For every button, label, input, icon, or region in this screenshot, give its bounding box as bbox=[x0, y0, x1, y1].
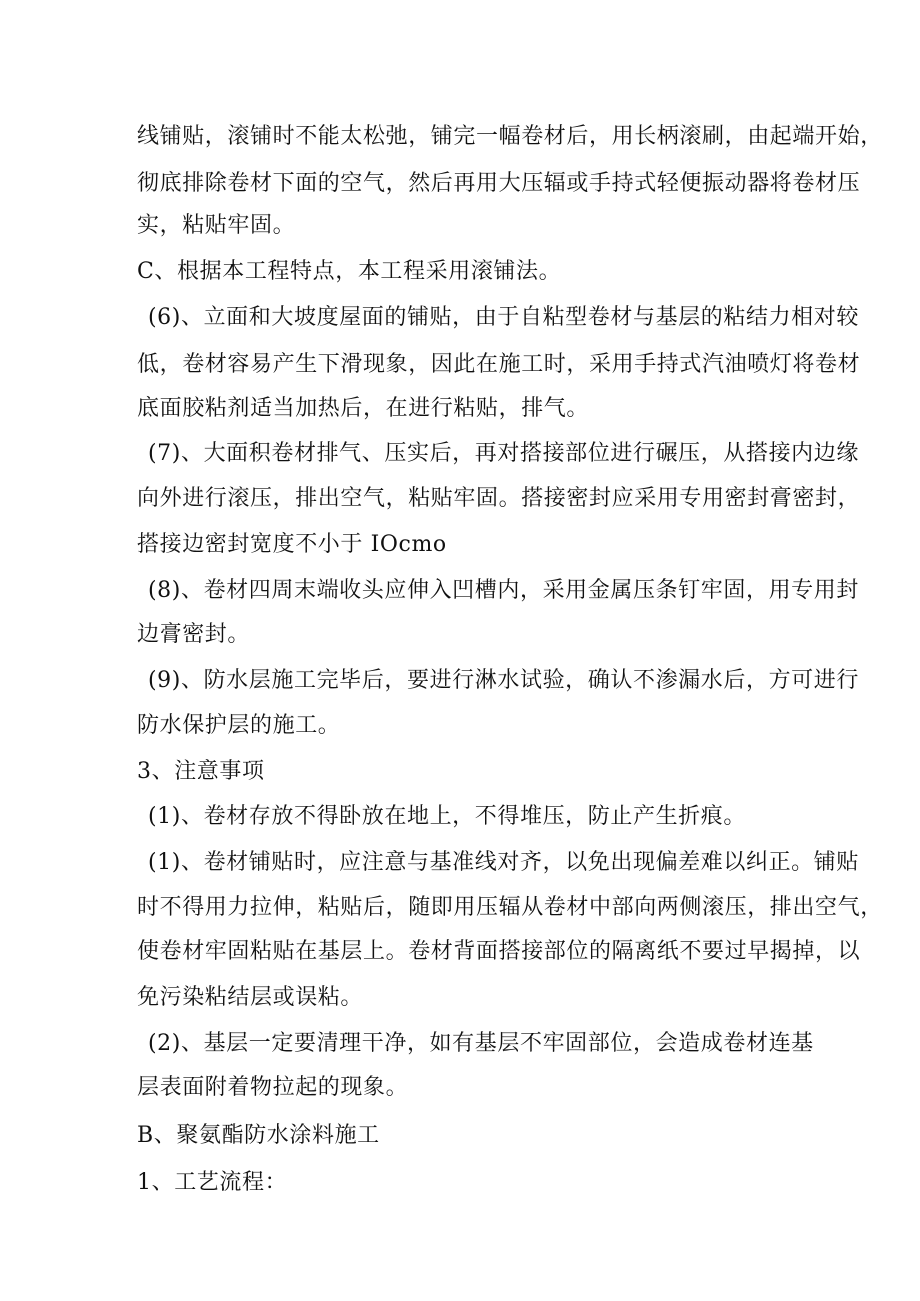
section-heading: B、聚氨酯防水涂料施工 bbox=[137, 1123, 380, 1148]
paragraph-line: 实，粘贴牢固。 bbox=[137, 213, 296, 238]
paragraph-line: (2)、基层一定要清理干净，如有基层不牢固部位，会造成卷材连基 bbox=[148, 1031, 814, 1056]
paragraph-line: 彻底排除卷材下面的空气，然后再用大压辐或手持式轻便振动器将卷材压 bbox=[137, 171, 861, 196]
paragraph-line: 边膏密封。 bbox=[137, 622, 251, 647]
paragraph-line: 线铺贴，滚铺时不能太松弛，铺完一幅卷材后，用长柄滚刷，由起端开始， bbox=[137, 124, 883, 149]
paragraph-line: (8)、卷材四周末端收头应伸入凹槽内，采用金属压条钉牢固，用专用封 bbox=[148, 578, 859, 603]
section-heading: 1、工艺流程： bbox=[137, 1170, 288, 1195]
paragraph-line: (1)、卷材存放不得卧放在地上，不得堆压，防止产生折痕。 bbox=[148, 804, 746, 829]
paragraph-line: 免污染粘结层或误粘。 bbox=[137, 985, 364, 1010]
paragraph-line: (9)、防水层施工完毕后，要进行淋水试验，确认不渗漏水后，方可进行 bbox=[148, 668, 859, 693]
paragraph-line: 底面胶粘剂适当加热后，在进行粘贴，排气。 bbox=[137, 396, 590, 421]
paragraph-line: (1)、卷材铺贴时，应注意与基准线对齐，以免出现偏差难以纠正。铺贴 bbox=[148, 850, 859, 875]
section-heading: 3、注意事项 bbox=[137, 759, 265, 784]
paragraph-line: 层表面附着物拉起的现象。 bbox=[137, 1075, 409, 1100]
paragraph-line: 时不得用力拉伸，粘贴后，随即用压辐从卷材中部向两侧滚压，排出空气， bbox=[137, 895, 883, 920]
paragraph-line: 搭接边密封宽度不小于 IOcmo bbox=[137, 532, 447, 557]
paragraph-line: 低，卷材容易产生下滑现象，因此在施工时，采用手持式汽油喷灯将卷材 bbox=[137, 352, 861, 377]
paragraph-line: (6)、立面和大坡度屋面的铺贴，由于自粘型卷材与基层的粘结力相对较 bbox=[148, 305, 859, 330]
paragraph-line: (7)、大面积卷材排气、压实后，再对搭接部位进行碾压，从搭接内边缘 bbox=[148, 441, 859, 466]
paragraph-line: 使卷材牢固粘贴在基层上。卷材背面搭接部位的隔离纸不要过早揭掉，以 bbox=[137, 939, 861, 964]
paragraph-line: C、根据本工程特点，本工程采用滚铺法。 bbox=[137, 259, 562, 284]
paragraph-line: 向外进行滚压，排出空气，粘贴牢固。搭接密封应采用专用密封膏密封， bbox=[137, 486, 861, 511]
paragraph-line: 防水保护层的施工。 bbox=[137, 713, 341, 738]
